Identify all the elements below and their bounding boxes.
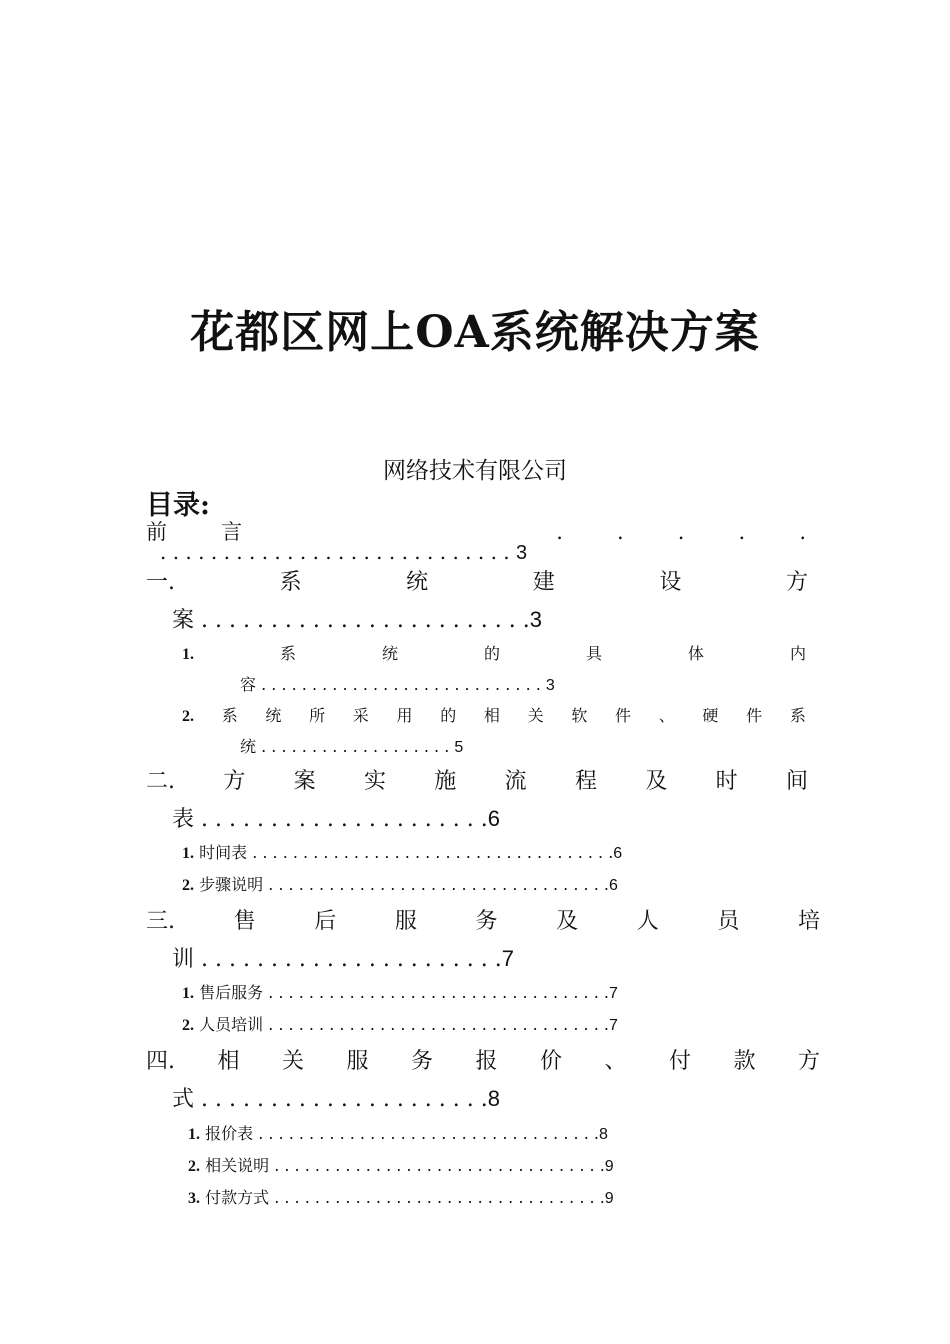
toc-item-4-1[interactable] xyxy=(188,1121,608,1144)
toc-item-number: 2. xyxy=(182,708,194,725)
toc-item-4-2[interactable] xyxy=(188,1153,614,1176)
toc-page-number: 6 xyxy=(608,877,618,894)
toc-page-number: 6 xyxy=(613,845,623,862)
toc-page-number: 8 xyxy=(487,1086,500,1111)
toc-item-label: 报价表 xyxy=(205,1124,254,1143)
toc-item-label: 付款方式 xyxy=(205,1188,270,1207)
toc-leader: . . . . . . . . . . . . . . . . . . . . . . xyxy=(194,947,502,972)
toc-item-4-3[interactable] xyxy=(188,1185,614,1208)
toc-page-number: 5 xyxy=(454,739,464,756)
toc-item-number: 1. xyxy=(182,646,194,663)
toc-section-number: 二. xyxy=(146,769,175,794)
toc-page-number: 9 xyxy=(604,1158,614,1175)
toc-leader: . . . . . . . . . . . . . . . . . . . . . . . . xyxy=(194,608,530,633)
toc-item-number: 2. xyxy=(182,877,194,894)
toc-leader: . . . . . . . . . . . . . . . . . . . . . . . . . . . . . . . . . . xyxy=(263,1015,609,1034)
document-title: 花都区网上OA系统解决方案 xyxy=(190,307,760,358)
toc-item-number: 1. xyxy=(182,845,194,862)
toc-leader: . . . . . . . . . . . . . . . . . . . . . xyxy=(194,807,488,832)
toc-item-label: 售后服务 xyxy=(199,983,264,1002)
toc-item-label: 步骤说明 xyxy=(199,875,264,894)
toc-leader: . . . . . . . . . . . . . . . . . . . . . . . . . . . . . . . . . . xyxy=(263,983,609,1002)
company-name: 网络技术有限公司 xyxy=(383,458,567,484)
toc-preface-char-1: 前 xyxy=(146,520,167,544)
toc-leader: . . . . . . . . . . . . . . . . . . . . . . . . . . . . . . . . . xyxy=(269,1156,605,1175)
toc-leader: . . . . . . . . . . . . . . . . . . . . . . . . . . . . . . . . . . . . xyxy=(247,843,614,862)
toc-page-number: 9 xyxy=(604,1190,614,1207)
toc-section-number: 四. xyxy=(146,1049,175,1074)
toc-item-2-2[interactable] xyxy=(182,872,618,895)
toc-heading: 目录: xyxy=(146,490,210,521)
toc-page-number: 3 xyxy=(516,542,528,564)
toc-page-number: 3 xyxy=(529,607,542,632)
toc-item-number: 1. xyxy=(188,1126,200,1143)
toc-page-number: 8 xyxy=(598,1126,608,1143)
toc-page-number: 6 xyxy=(487,806,500,831)
toc-item-number: 2. xyxy=(188,1158,200,1175)
toc-item-number: 2. xyxy=(182,1017,194,1034)
toc-item-label: 人员培训 xyxy=(199,1015,264,1034)
toc-item-number: 3. xyxy=(188,1190,200,1207)
toc-leader: . . . . . . . . . . . . . . . . . . . . . . . . . . . . . . . . . . xyxy=(263,875,609,894)
toc-item-number: 1. xyxy=(182,985,194,1002)
toc-preface-char-2: 言 xyxy=(221,520,243,544)
toc-item-3-2[interactable] xyxy=(182,1012,618,1035)
toc-leader: . . . . . . . . . . . . . . . . . . . . . . . . . . . . xyxy=(256,675,546,694)
toc-page-number: 7 xyxy=(608,1017,618,1034)
toc-leader: . . . . . . . . . . . . . . . . . . . . . . . . . . . . . . . . . . xyxy=(253,1124,599,1143)
toc-item-label: 相关说明 xyxy=(205,1156,270,1175)
toc-item-2-1[interactable] xyxy=(182,840,622,863)
toc-item-label: 时间表 xyxy=(199,843,248,862)
toc-page-number: 3 xyxy=(545,677,555,694)
toc-leader: . . . . . . . . . . . . . . . . . . . . . . . . . . . . xyxy=(160,540,517,564)
toc-leader: . . . . . . . . . . . . . . . . . . . . . xyxy=(194,1087,488,1112)
toc-item-3-1[interactable] xyxy=(182,980,618,1003)
toc-leader: . . . . . . . . . . . . . . . . . . . xyxy=(256,737,455,756)
toc-page-number: 7 xyxy=(608,985,618,1002)
toc-section-number: 一. xyxy=(146,570,175,595)
toc-page-number: 7 xyxy=(501,946,514,971)
toc-section-number: 三. xyxy=(146,909,175,934)
toc-leader: . . . . . . . . . . . . . . . . . . . . . . . . . . . . . . . . . xyxy=(269,1188,605,1207)
